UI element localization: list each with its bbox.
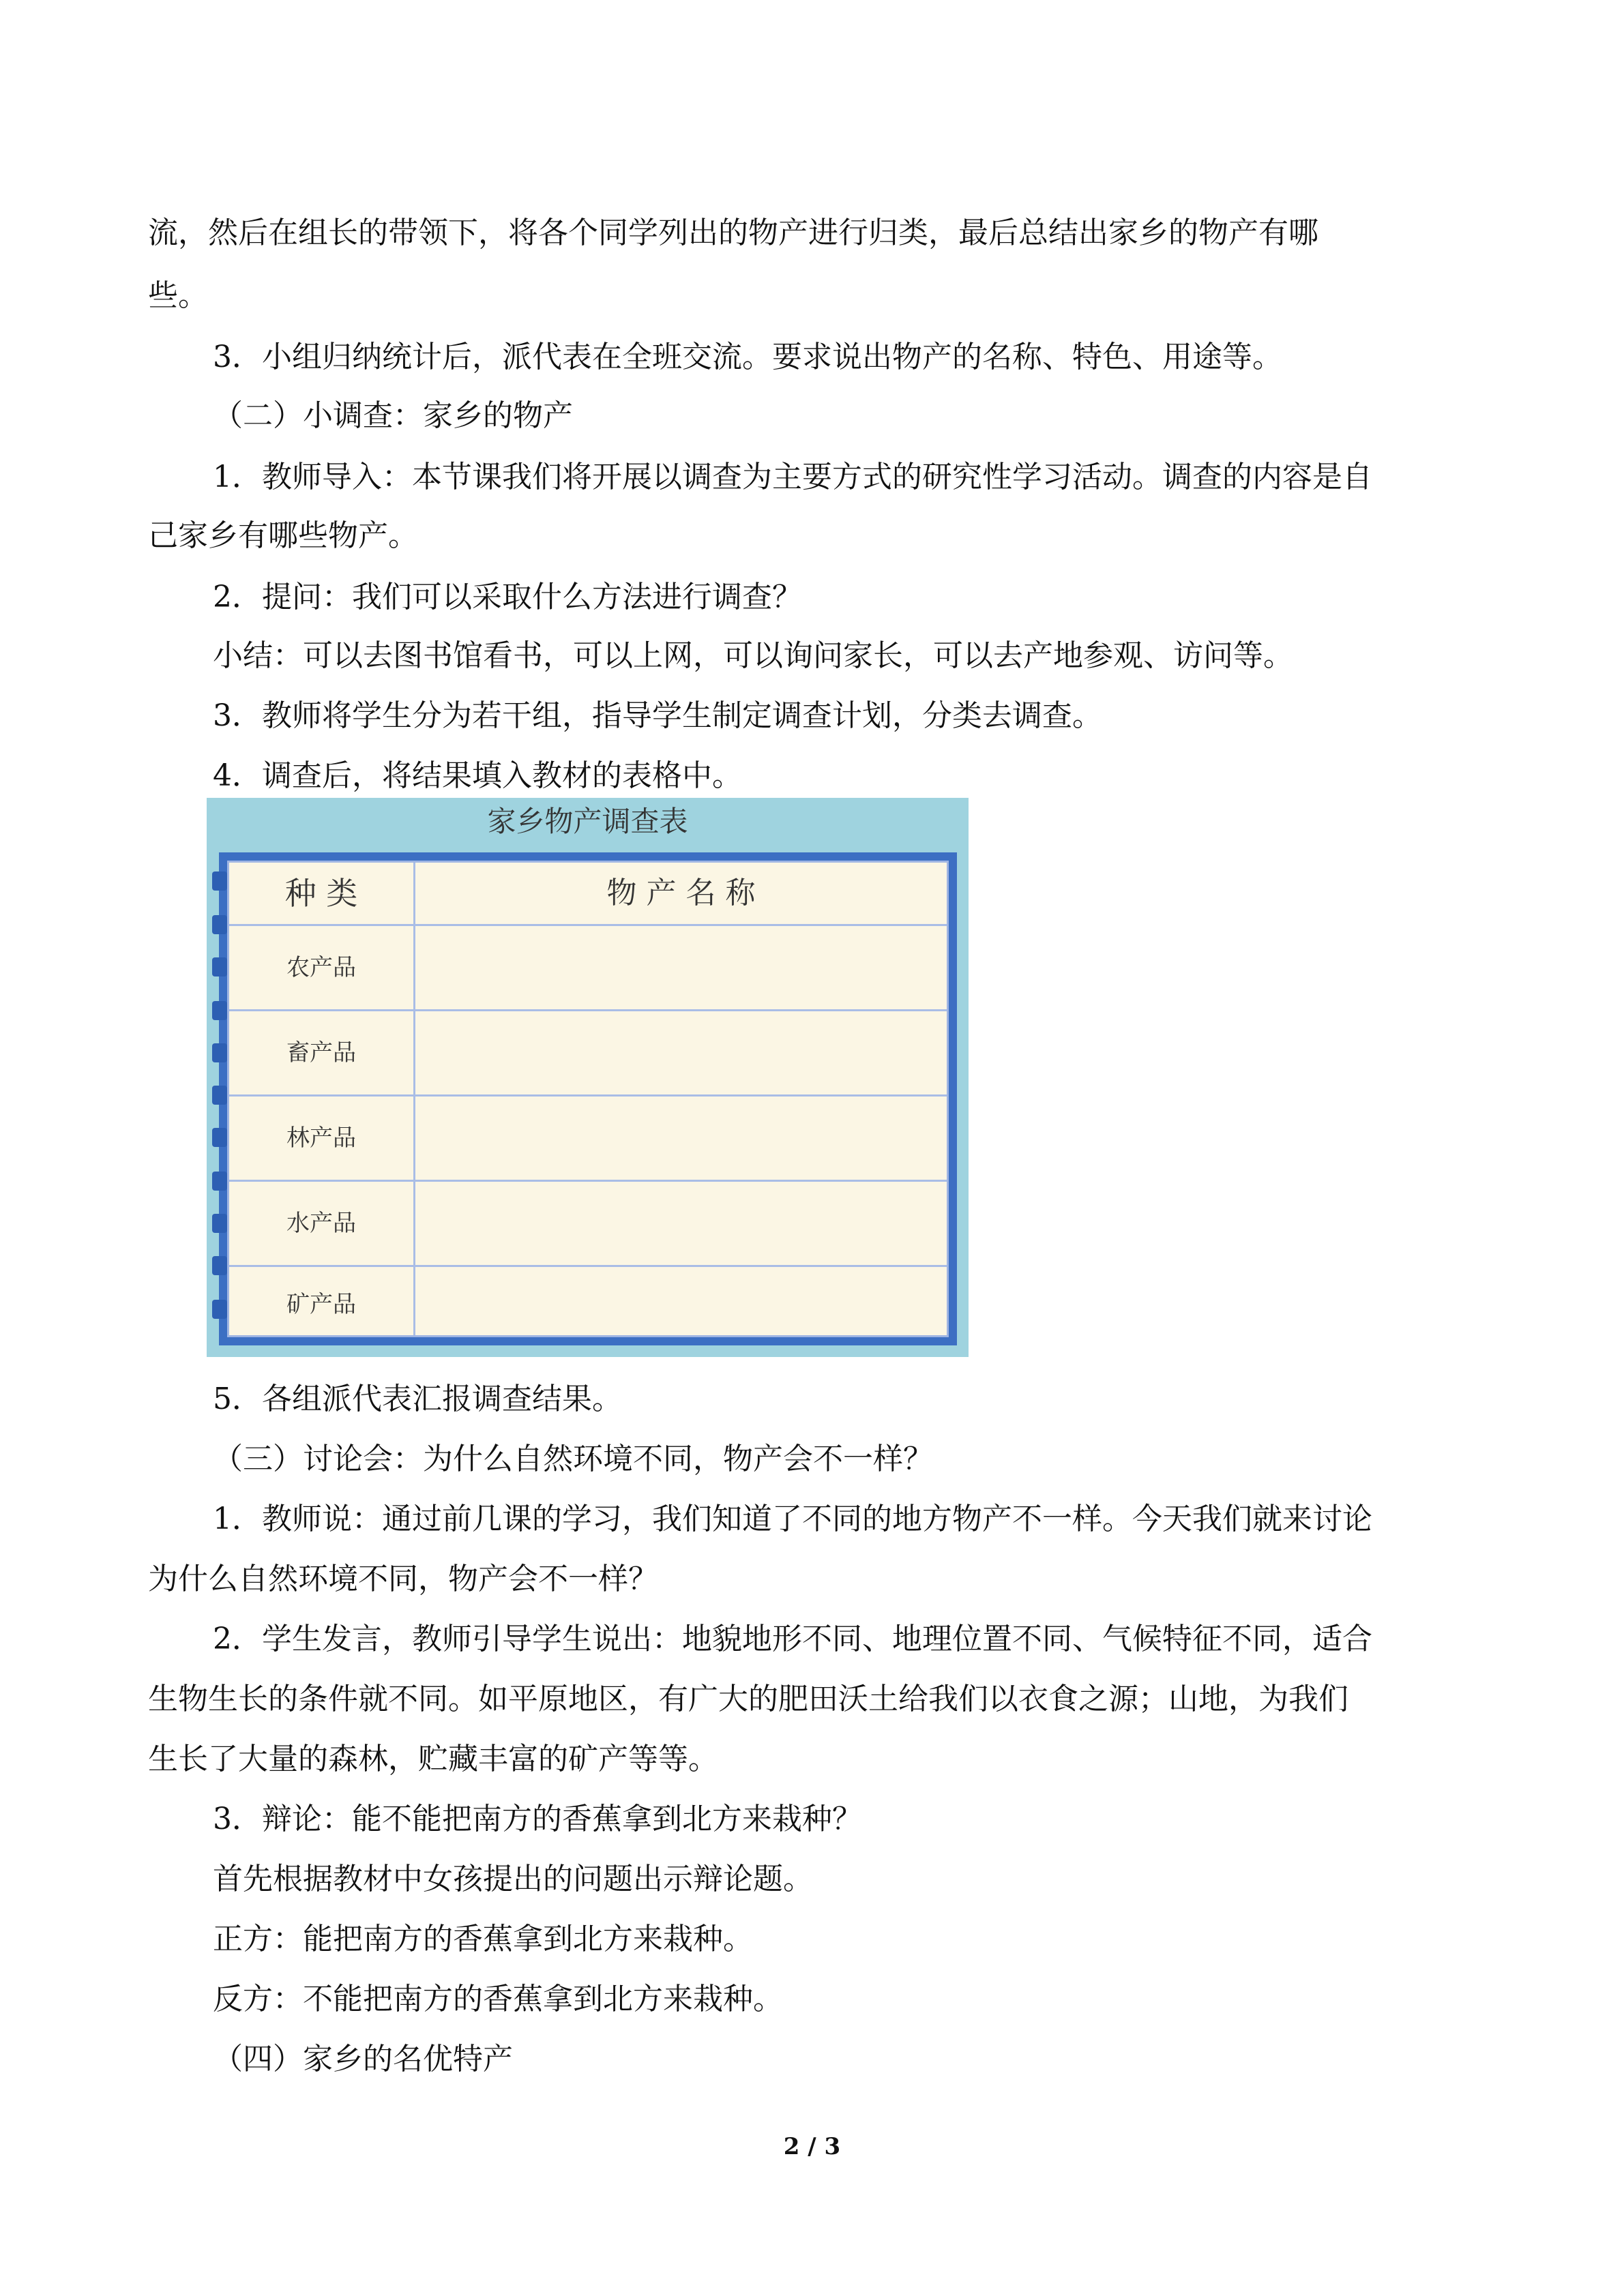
table-row bbox=[229, 1267, 947, 1338]
paragraph-text: 1．教师导入：本节课我们将开展以调查为主要方式的研究性学习活动。调查的内容是自 bbox=[213, 460, 1372, 494]
paragraph-text: 生物生长的条件就不同。如平原地区，有广大的肥田沃土给我们以衣食之源；山地，为我们 bbox=[148, 1682, 1348, 1716]
section-heading-text: （四）家乡的名优特产 bbox=[213, 2042, 513, 2076]
paragraph-text: 2．提问：我们可以采取什么方法进行调查？ bbox=[213, 580, 802, 614]
paragraph-text: 己家乡有哪些物产。 bbox=[148, 518, 418, 553]
table-row bbox=[229, 1011, 947, 1097]
section-heading-text: （二）小调查：家乡的物产 bbox=[213, 398, 573, 433]
paragraph-text: 生长了大量的森林，贮藏丰富的矿产等等。 bbox=[148, 1742, 718, 1776]
paragraph-text: 小结：可以去图书馆看书，可以上网，可以询问家长，可以去产地参观、访问等。 bbox=[213, 638, 1293, 673]
page-number: 2 / 3 bbox=[783, 2133, 841, 2160]
binding-ring bbox=[212, 957, 227, 976]
paragraph-text: 正方：能把南方的香蕉拿到北方来栽种。 bbox=[213, 1922, 753, 1956]
table-row bbox=[229, 1182, 947, 1267]
paragraph-text: 反方：不能把南方的香蕉拿到北方来栽种。 bbox=[213, 1982, 783, 2016]
paragraph-text: 3．教师将学生分为若干组，指导学生制定调查计划，分类去调查。 bbox=[213, 698, 1102, 733]
paragraph-text: 3．辩论：能不能把南方的香蕉拿到北方来栽种？ bbox=[213, 1802, 862, 1836]
binding-ring bbox=[212, 915, 227, 934]
row-label: 林产品 bbox=[286, 1124, 356, 1152]
table-row bbox=[229, 926, 947, 1011]
paragraph-text: 些。 bbox=[148, 278, 208, 313]
binding-ring bbox=[212, 1300, 227, 1319]
paragraph-text: 4．调查后，将结果填入教材的表格中。 bbox=[213, 758, 742, 793]
binding-ring bbox=[212, 1043, 227, 1062]
header-product-name: 物 产 名 称 bbox=[606, 876, 756, 910]
paragraph-text: 1．教师说：通过前几课的学习，我们知道了不同的地方物产不一样。今天我们就来讨论 bbox=[213, 1502, 1372, 1536]
paragraph-text: 流，然后在组长的带领下，将各个同学列出的物产进行归类，最后总结出家乡的物产有哪 bbox=[148, 215, 1318, 250]
table-header-row bbox=[229, 863, 947, 926]
header-kind: 种 类 bbox=[284, 875, 358, 912]
binding-ring bbox=[212, 871, 227, 891]
survey-table-title: 家乡物产调查表 bbox=[487, 805, 688, 838]
binding-ring bbox=[212, 1214, 227, 1233]
binding-ring bbox=[212, 1128, 227, 1147]
paragraph-text: 3．小组归纳统计后，派代表在全班交流。要求说出物产的名称、特色、用途等。 bbox=[213, 340, 1282, 374]
binding-ring bbox=[212, 1256, 227, 1275]
survey-table-grid bbox=[227, 861, 949, 1337]
survey-table-sheet bbox=[219, 852, 957, 1345]
row-label: 矿产品 bbox=[286, 1291, 356, 1318]
row-label: 农产品 bbox=[286, 954, 356, 981]
binding-ring bbox=[212, 1086, 227, 1105]
binding-ring bbox=[212, 1172, 227, 1191]
survey-table-figure bbox=[207, 798, 969, 1357]
paragraph-text: 5．各组派代表汇报调查结果。 bbox=[213, 1382, 622, 1416]
section-heading-text: （三）讨论会：为什么自然环境不同，物产会不一样？ bbox=[213, 1442, 933, 1476]
table-row bbox=[229, 1097, 947, 1182]
row-label: 畜产品 bbox=[286, 1039, 356, 1067]
row-label: 水产品 bbox=[286, 1210, 356, 1237]
paragraph-text: 为什么自然环境不同，物产会不一样？ bbox=[148, 1562, 658, 1596]
paragraph-text: 2．学生发言，教师引导学生说出：地貌地形不同、地理位置不同、气候特征不同，适合 bbox=[213, 1622, 1372, 1656]
paragraph-text: 首先根据教材中女孩提出的问题出示辩论题。 bbox=[213, 1862, 813, 1896]
binding-ring bbox=[212, 1001, 227, 1020]
